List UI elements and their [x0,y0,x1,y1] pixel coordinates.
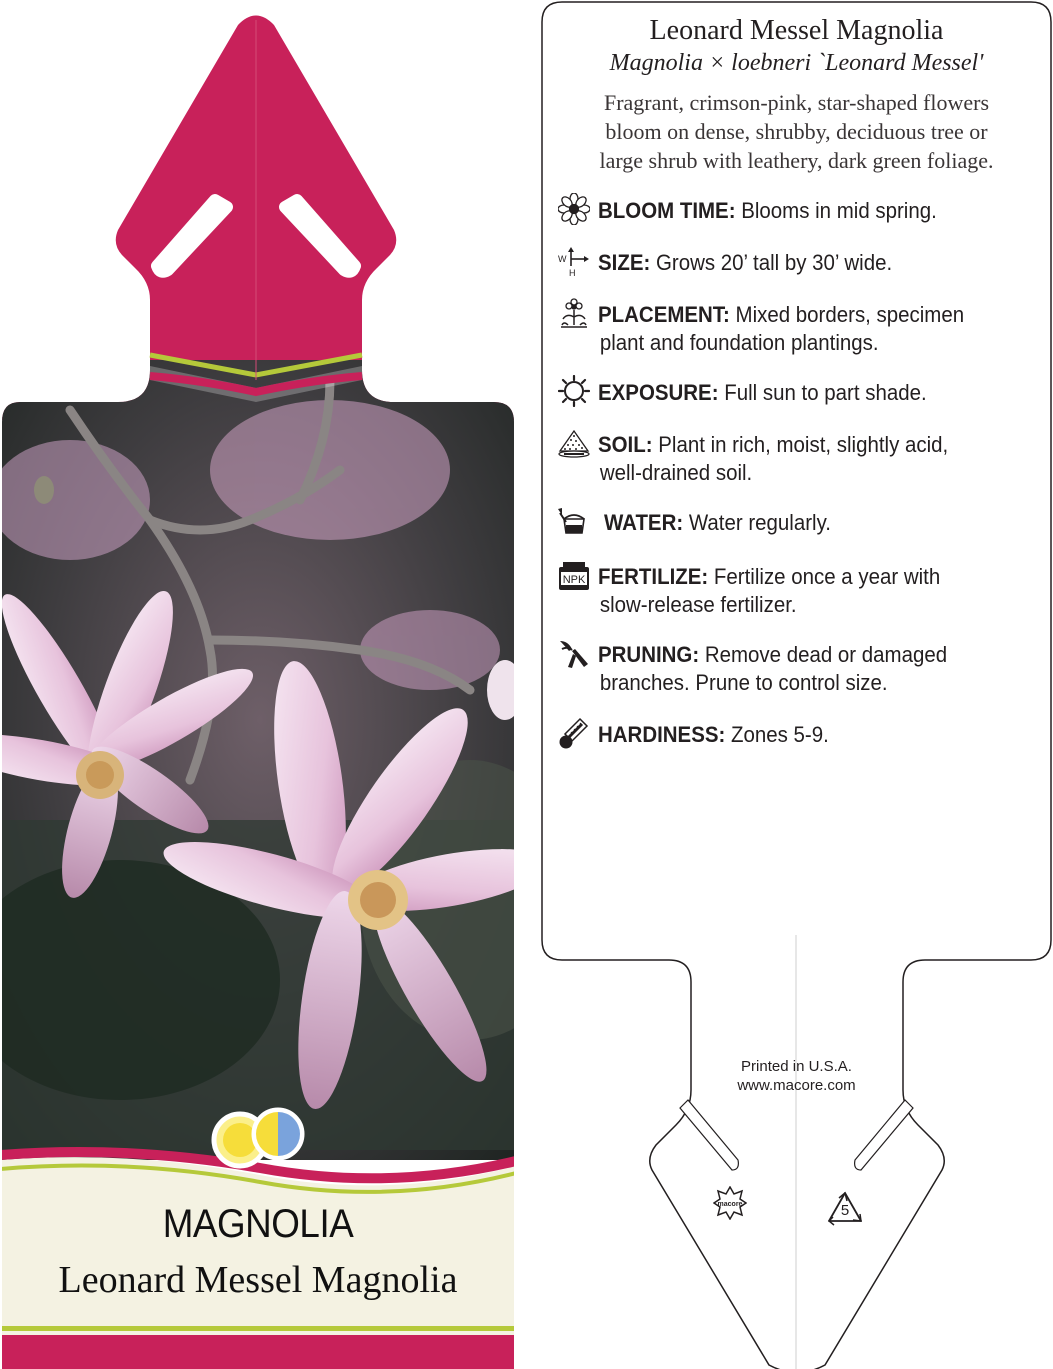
svg-text:W: W [558,254,567,264]
svg-text:NPK: NPK [562,574,586,586]
macore-logo-icon [713,1186,747,1220]
recycle-number: 5 [840,1202,850,1219]
flower-icon [558,193,590,225]
description-line: bloom on dense, shrubby, deciduous tree or [605,119,988,144]
plant-description [540,88,1053,175]
soil-icon [558,427,590,459]
pruning-shears-icon [558,637,590,669]
placement-plants-icon [558,297,590,329]
svg-text:H: H [569,268,576,277]
printer-credit [540,1057,1053,1095]
svg-text:macore: macore [717,1201,743,1208]
watering-can-icon [558,505,590,537]
description-line: Fragrant, crimson-pink, star-shaped flowers [603,90,990,115]
thermometer-icon [558,717,590,749]
sun-exposure-icon [558,375,590,407]
description-line: large shrub with leathery, dark green foliage. [599,148,994,173]
printed-in: Printed in U.S.A. [741,1058,852,1075]
common-name-title: Leonard Messel Magnolia [58,1259,458,1301]
part-shade-icon [254,1110,302,1158]
recycle-symbol [825,1190,865,1226]
latin-name: Magnolia × loebneri `Leonard Messel' [609,50,984,76]
npk-fertilizer-icon [558,559,590,591]
size-arrows-icon [558,245,590,277]
front-label [2,1190,514,1304]
back-tag: Leonard Messel Magnolia Magnolia × loebneri `Leonard Messel' Fragrant, crimson-pink, star-shaped flowers bloom on dense, shrubby, deciduous tree or large shrub with leathery, dark green foliage. BLOOM TIME: Blooms in mid spring. W H SIZE: Grows 20’ tall by 30’ wide. PLACEMENT: Mixed borders, specimen plant and foundation plantings. EXPOSURE: Full sun to part shade. SOIL: Plant in rich, moist, slightly acid, well-drained soil. WATER: Water regularly. NPK FERTILIZE: Fertilize once a year with slow-release fertilizer. PRUNING: Remove dead or damaged branches. Prune to control size. HARDINESS: Zones 5-9. Printed in U.S.A. www.macore.com macore 5 [540,0,1053,1369]
front-tag-shape [0,0,520,1369]
back-header [540,14,1053,175]
website: www.macore.com [737,1077,856,1094]
front-tag [0,0,520,1369]
genus-title: MAGNOLIA [162,1202,354,1246]
plant-name: Leonard Messel Magnolia [649,15,944,46]
